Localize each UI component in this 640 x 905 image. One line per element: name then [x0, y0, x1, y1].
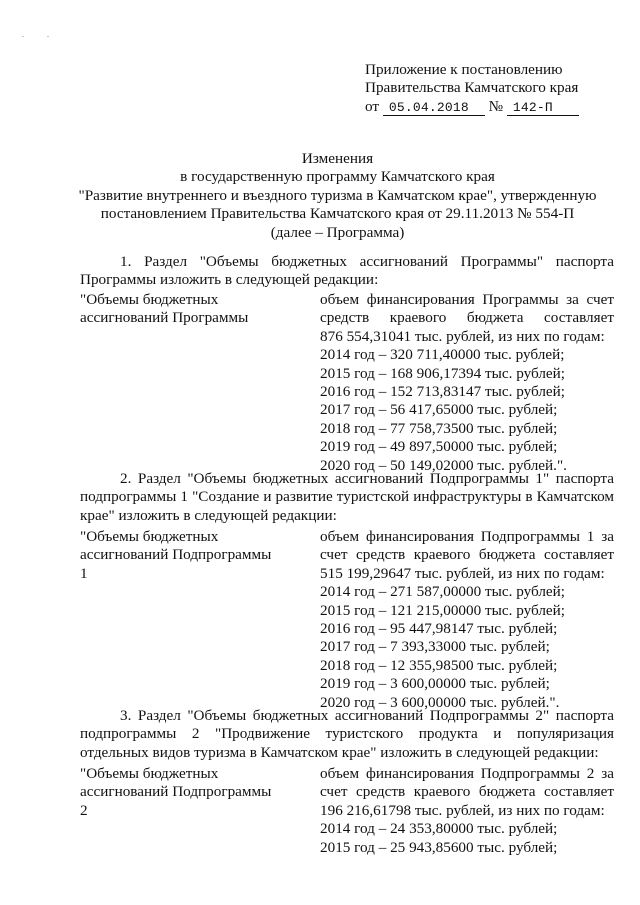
section-1-right-line: 2020 год – 50 149,02000 тыс. рублей.". — [320, 456, 567, 474]
section-3-right-line: 2015 год – 25 943,85600 тыс. рублей; — [320, 838, 558, 856]
section-1-right-line: 2014 год – 320 711,40000 тыс. рублей; — [320, 346, 565, 364]
scan-speck — [47, 36, 49, 37]
section-2-intro-text: 2. Раздел "Объемы бюджетных ассигнований Подпрограммы 1" паспорта подпрограммы 1 "Создание и развитие туристской инфраструктуры в Камчатском крае" изложить в следующей редакции: — [80, 470, 614, 524]
section-1-right-line: средств краевого бюджета составляет — [320, 309, 614, 327]
section-2-right-line: 2015 год – 121 215,00000 тыс. рублей; — [320, 601, 565, 619]
section-1-left-line: ассигнований Программы — [80, 309, 249, 327]
title-line-5: (далее – Программа) — [270, 223, 405, 241]
section-1-right-line: 2017 год – 56 417,65000 тыс. рублей; — [320, 401, 558, 419]
approval-date-field — [383, 99, 485, 116]
section-3-right-line: счет средств краевого бюджета составляет — [320, 783, 614, 801]
section-2-right-line: 2018 год – 12 355,98500 тыс. рублей; — [320, 656, 558, 674]
section-3-intro-text: 3. Раздел "Объемы бюджетных ассигнований Подпрограммы 2" паспорта подпрограммы 2 "Продвижение туристского продукта и популяризация отдельных видов туризма в Камчатском крае" изложить в следующей редакции: — [80, 707, 614, 761]
approval-number: 142-П — [512, 99, 553, 115]
section-1-right-line: 2016 год – 152 713,83147 тыс. рублей; — [320, 383, 565, 401]
section-2-left — [80, 528, 280, 583]
section-2-right — [320, 528, 614, 712]
section-2-right-line: 515 199,29647 тыс. рублей, из них по годам: — [320, 564, 605, 582]
document-title — [60, 150, 615, 242]
section-3-left-line: ассигнований Подпрограммы 2 — [80, 783, 272, 819]
section-2-right-line: 2014 год – 271 587,00000 тыс. рублей; — [320, 583, 565, 601]
section-2-right-line: объем финансирования Подпрограммы 1 за — [320, 528, 614, 545]
approval-block — [365, 61, 595, 116]
section-1-right — [320, 291, 614, 475]
section-3-right — [320, 765, 614, 857]
section-2-intro — [80, 470, 614, 525]
approval-number-label: № — [488, 97, 504, 115]
section-2-right-line: 2020 год – 3 600,00000 тыс. рублей.". — [320, 693, 560, 711]
section-2-right-line: 2019 год – 3 600,00000 тыс. рублей; — [320, 675, 550, 693]
section-2-right-line: счет средств краевого бюджета составляет — [320, 546, 614, 564]
section-1-right-line: 876 554,31041 тыс. рублей, из них по годам: — [320, 327, 605, 345]
section-1-intro — [80, 253, 614, 290]
approval-line-2: Правительства Камчатского края — [365, 79, 579, 97]
section-3-right-line: объем финансирования Подпрограммы 2 за — [320, 765, 614, 782]
title-line-2: в государственную программу Камчатского края — [180, 168, 495, 186]
section-1-right-line: 2018 год – 77 758,73500 тыс. рублей; — [320, 419, 558, 437]
approval-date: 05.04.2018 — [388, 99, 469, 115]
section-1-right-line: 2019 год – 49 897,50000 тыс. рублей; — [320, 438, 558, 456]
approval-line-1: Приложение к постановлению — [365, 61, 563, 78]
section-3-right-line: 196 216,61798 тыс. рублей, из них по годам: — [320, 801, 605, 819]
section-2-left-line: ассигнований Подпрограммы 1 — [80, 546, 272, 582]
section-3-intro — [80, 707, 614, 762]
section-3-left — [80, 765, 280, 820]
section-1-intro-text: 1. Раздел "Объемы бюджетных ассигнований Программы" паспорта Программы изложить в следующей редакции: — [80, 253, 614, 289]
section-1-left-line: "Объемы бюджетных — [80, 291, 219, 308]
section-3-left-line: "Объемы бюджетных — [80, 765, 219, 782]
approval-number-field — [507, 99, 579, 116]
title-line-4: постановлением Правительства Камчатского края от 29.11.2013 № 554-П — [100, 205, 575, 223]
section-3-right-line: 2014 год – 24 353,80000 тыс. рублей; — [320, 820, 558, 838]
section-2-right-line: 2016 год – 95 447,98147 тыс. рублей; — [320, 620, 558, 638]
title-line-3: "Развитие внутреннего и въездного туризма в Камчатском крае", утвержденную — [78, 186, 597, 204]
section-1-left — [80, 291, 280, 328]
approval-from-label: от — [365, 97, 380, 115]
section-1-right-line: объем финансирования Программы за счет — [320, 291, 614, 308]
section-1-right-line: 2015 год – 168 906,17394 тыс. рублей; — [320, 364, 565, 382]
title-line-1: Изменения — [301, 150, 374, 167]
approval-line-3 — [365, 98, 595, 116]
section-2-left-line: "Объемы бюджетных — [80, 528, 219, 545]
section-2-right-line: 2017 год – 7 393,33000 тыс. рублей; — [320, 638, 550, 656]
scan-speck — [22, 36, 24, 37]
